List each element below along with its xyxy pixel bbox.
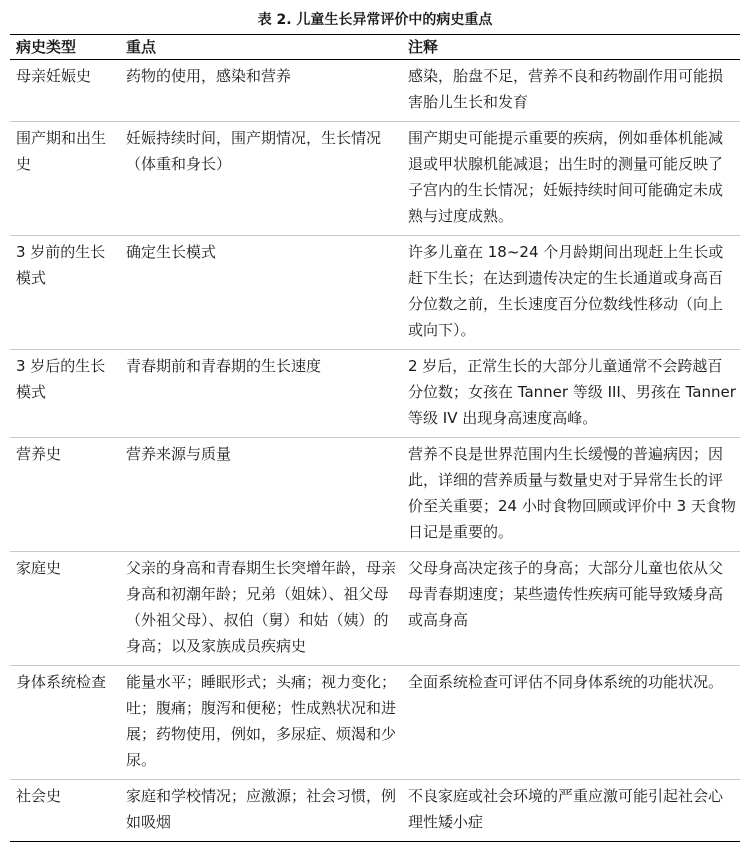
cell-focus: 父亲的身高和青春期生长突增年龄，母亲身高和初潮年龄；兄弟（姐妹）、祖父母（外祖父母）、叔伯（舅）和姑（姨）的身高；以及家族成员疾病史 xyxy=(122,552,402,666)
cell-notes: 全面系统检查可评估不同身体系统的功能状况。 xyxy=(402,666,740,780)
cell-notes: 营养不良是世界范围内生长缓慢的普遍病因；因此，详细的营养质量与数量史对于异常生长的评价至关重要；24 小时食物回顾或评价中 3 天食物日记是重要的。 xyxy=(402,438,740,552)
history-table xyxy=(10,34,740,842)
cell-history-type: 3 岁前的生长模式 xyxy=(10,236,122,350)
cell-history-type: 3 岁后的生长模式 xyxy=(10,350,122,438)
cell-focus: 确定生长模式 xyxy=(122,236,402,350)
cell-history-type: 社会史 xyxy=(16,787,62,805)
table-row xyxy=(10,780,740,842)
header-notes: 注释 xyxy=(402,35,740,60)
cell-notes: 2 岁后，正常生长的大部分儿童通常不会跨越百分位数；女孩在 Tanner 等级 III、男孩在 Tanner 等级 IV 出现身高速度高峰。 xyxy=(402,350,740,438)
cell-notes: 父母身高决定孩子的身高；大部分儿童也依从父母青春期速度；某些遗传性疾病可能导致矮身高或高身高 xyxy=(402,552,740,666)
cell-notes: 感染，胎盘不足，营养不良和药物副作用可能损害胎儿生长和发育 xyxy=(402,60,740,122)
cell-focus: 能量水平；睡眠形式；头痛；视力变化；吐；腹痛；腹泻和便秘；性成熟状况和进展；药物使用，例如，多尿症、烦渴和少尿。 xyxy=(122,666,402,780)
cell-focus: 妊娠持续时间，围产期情况，生长情况（体重和身长） xyxy=(122,122,402,236)
table-caption: 表 2. 儿童生长异常评价中的病史重点 xyxy=(257,12,493,28)
table-row xyxy=(10,60,740,122)
cell-history-type: 家庭史 xyxy=(10,552,122,666)
table-row xyxy=(10,122,740,236)
cell-history-type: 母亲妊娠史 xyxy=(10,60,122,122)
cell-notes: 不良家庭或社会环境的严重应激可能引起社会心理性矮小症 xyxy=(408,787,724,831)
cell-history-type: 营养史 xyxy=(10,438,122,552)
cell-notes: 围产期史可能提示重要的疾病，例如垂体机能减退或甲状腺机能减退；出生时的测量可能反映了子宫内的生长情况；妊娠持续时间可能确定未成熟与过度成熟。 xyxy=(402,122,740,236)
table-row xyxy=(10,552,740,666)
cell-history-type: 围产期和出生史 xyxy=(10,122,122,236)
table-row xyxy=(10,350,740,438)
cell-focus: 青春期前和青春期的生长速度 xyxy=(122,350,402,438)
table-header-row xyxy=(10,35,740,60)
cell-focus: 药物的使用，感染和营养 xyxy=(122,60,402,122)
header-history-type: 病史类型 xyxy=(10,35,122,60)
cell-focus: 营养来源与质量 xyxy=(122,438,402,552)
cell-notes: 许多儿童在 18~24 个月龄期间出现赶上生长或赶下生长；在达到遗传决定的生长通道或身高百分位数之前，生长速度百分位数线性移动（向上或向下）。 xyxy=(402,236,740,350)
table-row xyxy=(10,236,740,350)
header-focus: 重点 xyxy=(122,35,402,60)
table-row xyxy=(10,666,740,780)
cell-history-type: 身体系统检查 xyxy=(10,666,122,780)
table-row xyxy=(10,438,740,552)
cell-focus: 家庭和学校情况；应激源；社会习惯，例如吸烟 xyxy=(126,787,397,831)
